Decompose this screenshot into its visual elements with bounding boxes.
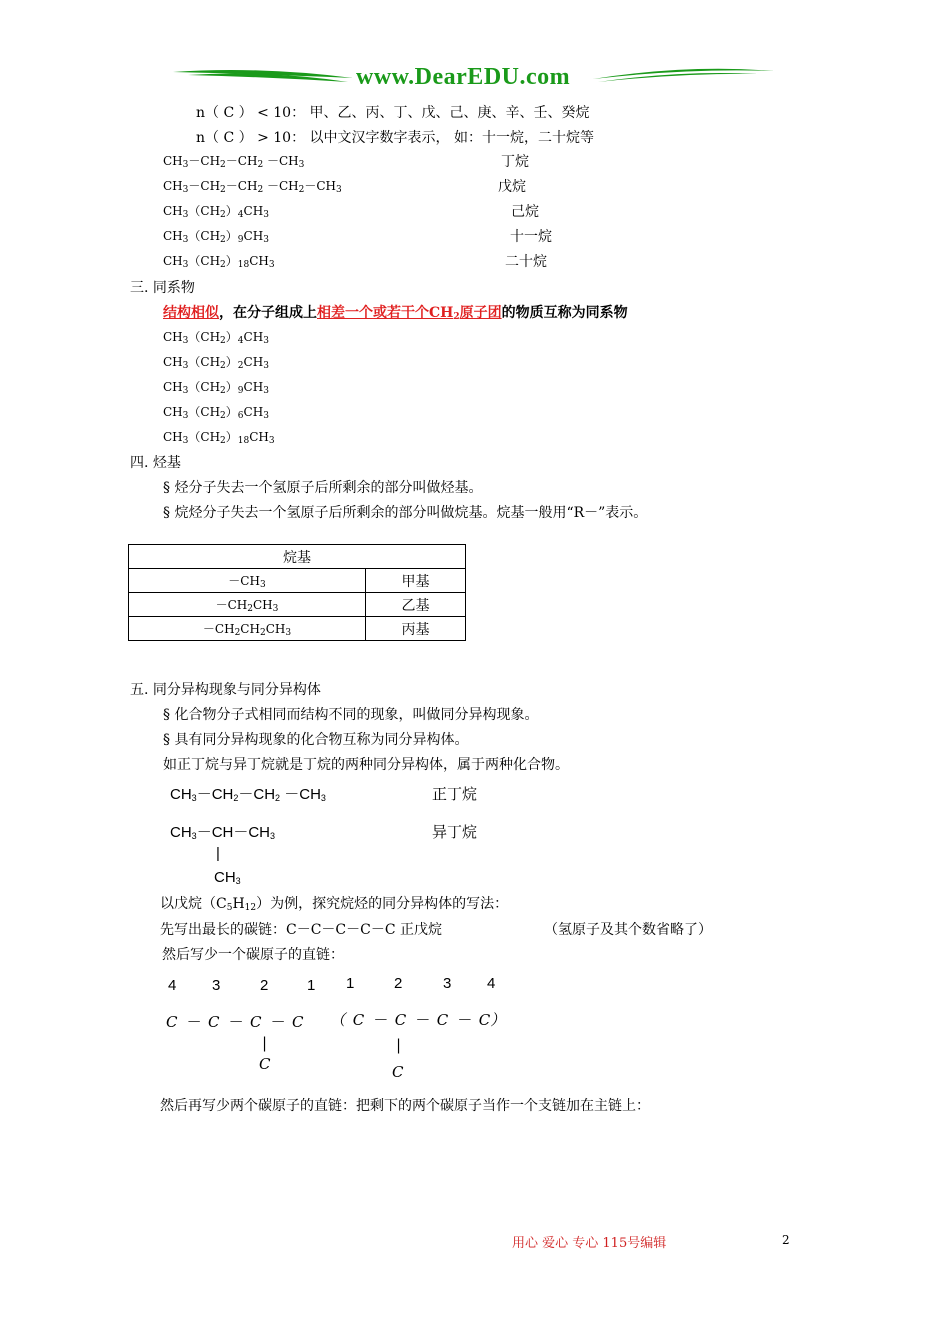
isobutane-formula: $CH_3-CH-CH_3$ xyxy=(170,824,276,841)
alkyl-bullet-2: § 烷烃分子失去一个氢原子后所剩余的部分叫做烷基。烷基一般用“R－”表示。 xyxy=(163,505,648,521)
naming-example-formula: $CH_3-CH_2-CH_2 -CH_2-CH_3$ xyxy=(163,179,342,195)
alkyl-heading: 四. 烃基 xyxy=(130,455,181,471)
alkyl-formula: $-CH_3$ xyxy=(129,569,366,593)
chain-number: 4 xyxy=(487,975,496,992)
alkyl-name: 丙基 xyxy=(366,617,466,641)
header-logo xyxy=(168,62,778,96)
naming-example-formula: $CH_3(CH_2)_4CH_3$ xyxy=(163,204,269,220)
homolog-list-item: $CH_3(CH_2)_6CH_3$ xyxy=(163,405,269,421)
isomer-example-text: 如正丁烷与异丁烷就是丁烷的两种同分异构体，属于两种化合物。 xyxy=(163,757,569,773)
naming-rule-lt10: n（ C ） < 10： 甲、乙、丙、丁、戊、己、庚、辛、壬、癸烷 xyxy=(196,105,590,121)
chain-right-branch-bond: | xyxy=(396,1036,402,1054)
isobutane-branch: $CH_3$ xyxy=(214,869,241,886)
n-butane-name: 正丁烷 xyxy=(432,786,478,803)
chain-number: 1 xyxy=(346,975,355,992)
naming-example-name: 己烷 xyxy=(511,204,539,220)
alkyl-table-header: 烷基 xyxy=(129,545,466,569)
pentane-step-1-note: （氢原子及其个数省略了） xyxy=(544,922,712,938)
isomer-heading: 五. 同分异构现象与同分异构体 xyxy=(130,682,321,698)
pentane-step-3: 然后再写少两个碳原子的直链：把剩下的两个碳原子当作一个支链加在主链上： xyxy=(160,1098,650,1114)
homolog-list-item: $CH_3(CH_2)_2CH_3$ xyxy=(163,355,269,371)
chain-number: 3 xyxy=(443,975,452,992)
alkyl-table-row xyxy=(129,617,466,641)
pentane-step-2: 然后写少一个碳原子的直链： xyxy=(162,947,344,963)
homolog-list-item: $CH_3(CH_2)_{18}CH_3$ xyxy=(163,430,275,446)
chain-left: C － C － C － C xyxy=(166,1013,304,1031)
chain-number: 1 xyxy=(307,977,316,994)
naming-example-formula: $CH_3(CH_2)_9CH_3$ xyxy=(163,229,269,245)
homolog-list-item: $CH_3(CH_2)_4CH_3$ xyxy=(163,330,269,346)
naming-example-name: 丁烷 xyxy=(501,154,529,170)
homolog-def-difference: 相差一个或若干个$CH_2$原子团 xyxy=(317,305,502,322)
footer-text: 用心 爱心 专心 115号编辑 xyxy=(512,1236,667,1251)
isomer-bullet-2: § 具有同分异构现象的化合物互称为同分异构体。 xyxy=(163,732,469,748)
alkyl-name: 乙基 xyxy=(366,593,466,617)
isobutane-branch-bond: | xyxy=(216,845,220,862)
homolog-definition: 结构相似，在分子组成上相差一个或若干个$CH_2$原子团的物质互称为同系物 xyxy=(163,305,628,322)
isomer-bullet-1: § 化合物分子式相同而结构不同的现象，叫做同分异构现象。 xyxy=(163,707,539,723)
pentane-intro: 以戊烷$(C_5H_{12})$为例，探究烷烃的同分异构体的写法： xyxy=(160,896,509,913)
alkyl-table-row xyxy=(129,593,466,617)
alkyl-formula: $-CH_2CH_3$ xyxy=(129,593,366,617)
chain-left-branch-bond: | xyxy=(262,1034,268,1052)
alkyl-bullet-1: § 烃分子失去一个氢原子后所剩余的部分叫做烃基。 xyxy=(163,480,483,496)
pentane-step-1: 先写出最长的碳链：C－C－C－C－C 正戊烷 xyxy=(160,922,443,938)
chain-right: （ C － C － C － C） xyxy=(330,1011,506,1029)
naming-example-name: 戊烷 xyxy=(498,179,526,195)
homolog-list-item: $CH_3(CH_2)_9CH_3$ xyxy=(163,380,269,396)
chain-right-branch: C xyxy=(392,1063,404,1081)
alkyl-name: 甲基 xyxy=(366,569,466,593)
homolog-def-structure: 结构相似 xyxy=(163,305,219,321)
logo-text: www.DearEDU.com xyxy=(356,64,571,90)
alkyl-table xyxy=(128,544,466,641)
naming-example-formula: $CH_3(CH_2)_{18}CH_3$ xyxy=(163,254,275,270)
chain-number: 2 xyxy=(260,977,269,994)
alkyl-table-header-row xyxy=(129,545,466,569)
naming-example-name: 二十烷 xyxy=(505,254,547,270)
chain-number: 2 xyxy=(394,975,403,992)
page-number: 2 xyxy=(782,1233,790,1247)
naming-example-formula: $CH_3-CH_2-CH_2 -CH_3$ xyxy=(163,154,305,170)
isobutane-name: 异丁烷 xyxy=(432,824,478,841)
n-butane-formula: $CH_3-CH_2-CH_2 -CH_3$ xyxy=(170,786,326,803)
alkyl-table-row xyxy=(129,569,466,593)
chain-number: 3 xyxy=(212,977,221,994)
naming-rule-gt10: n（ C ） > 10： 以中文汉字数字表示， 如：十一烷，二十烷等 xyxy=(196,130,594,146)
naming-example-name: 十一烷 xyxy=(510,229,552,245)
alkyl-formula: $-CH_2CH_2CH_3$ xyxy=(129,617,366,641)
homolog-heading: 三. 同系物 xyxy=(130,280,195,296)
chain-number: 4 xyxy=(168,977,177,994)
chain-left-branch: C xyxy=(259,1055,271,1073)
